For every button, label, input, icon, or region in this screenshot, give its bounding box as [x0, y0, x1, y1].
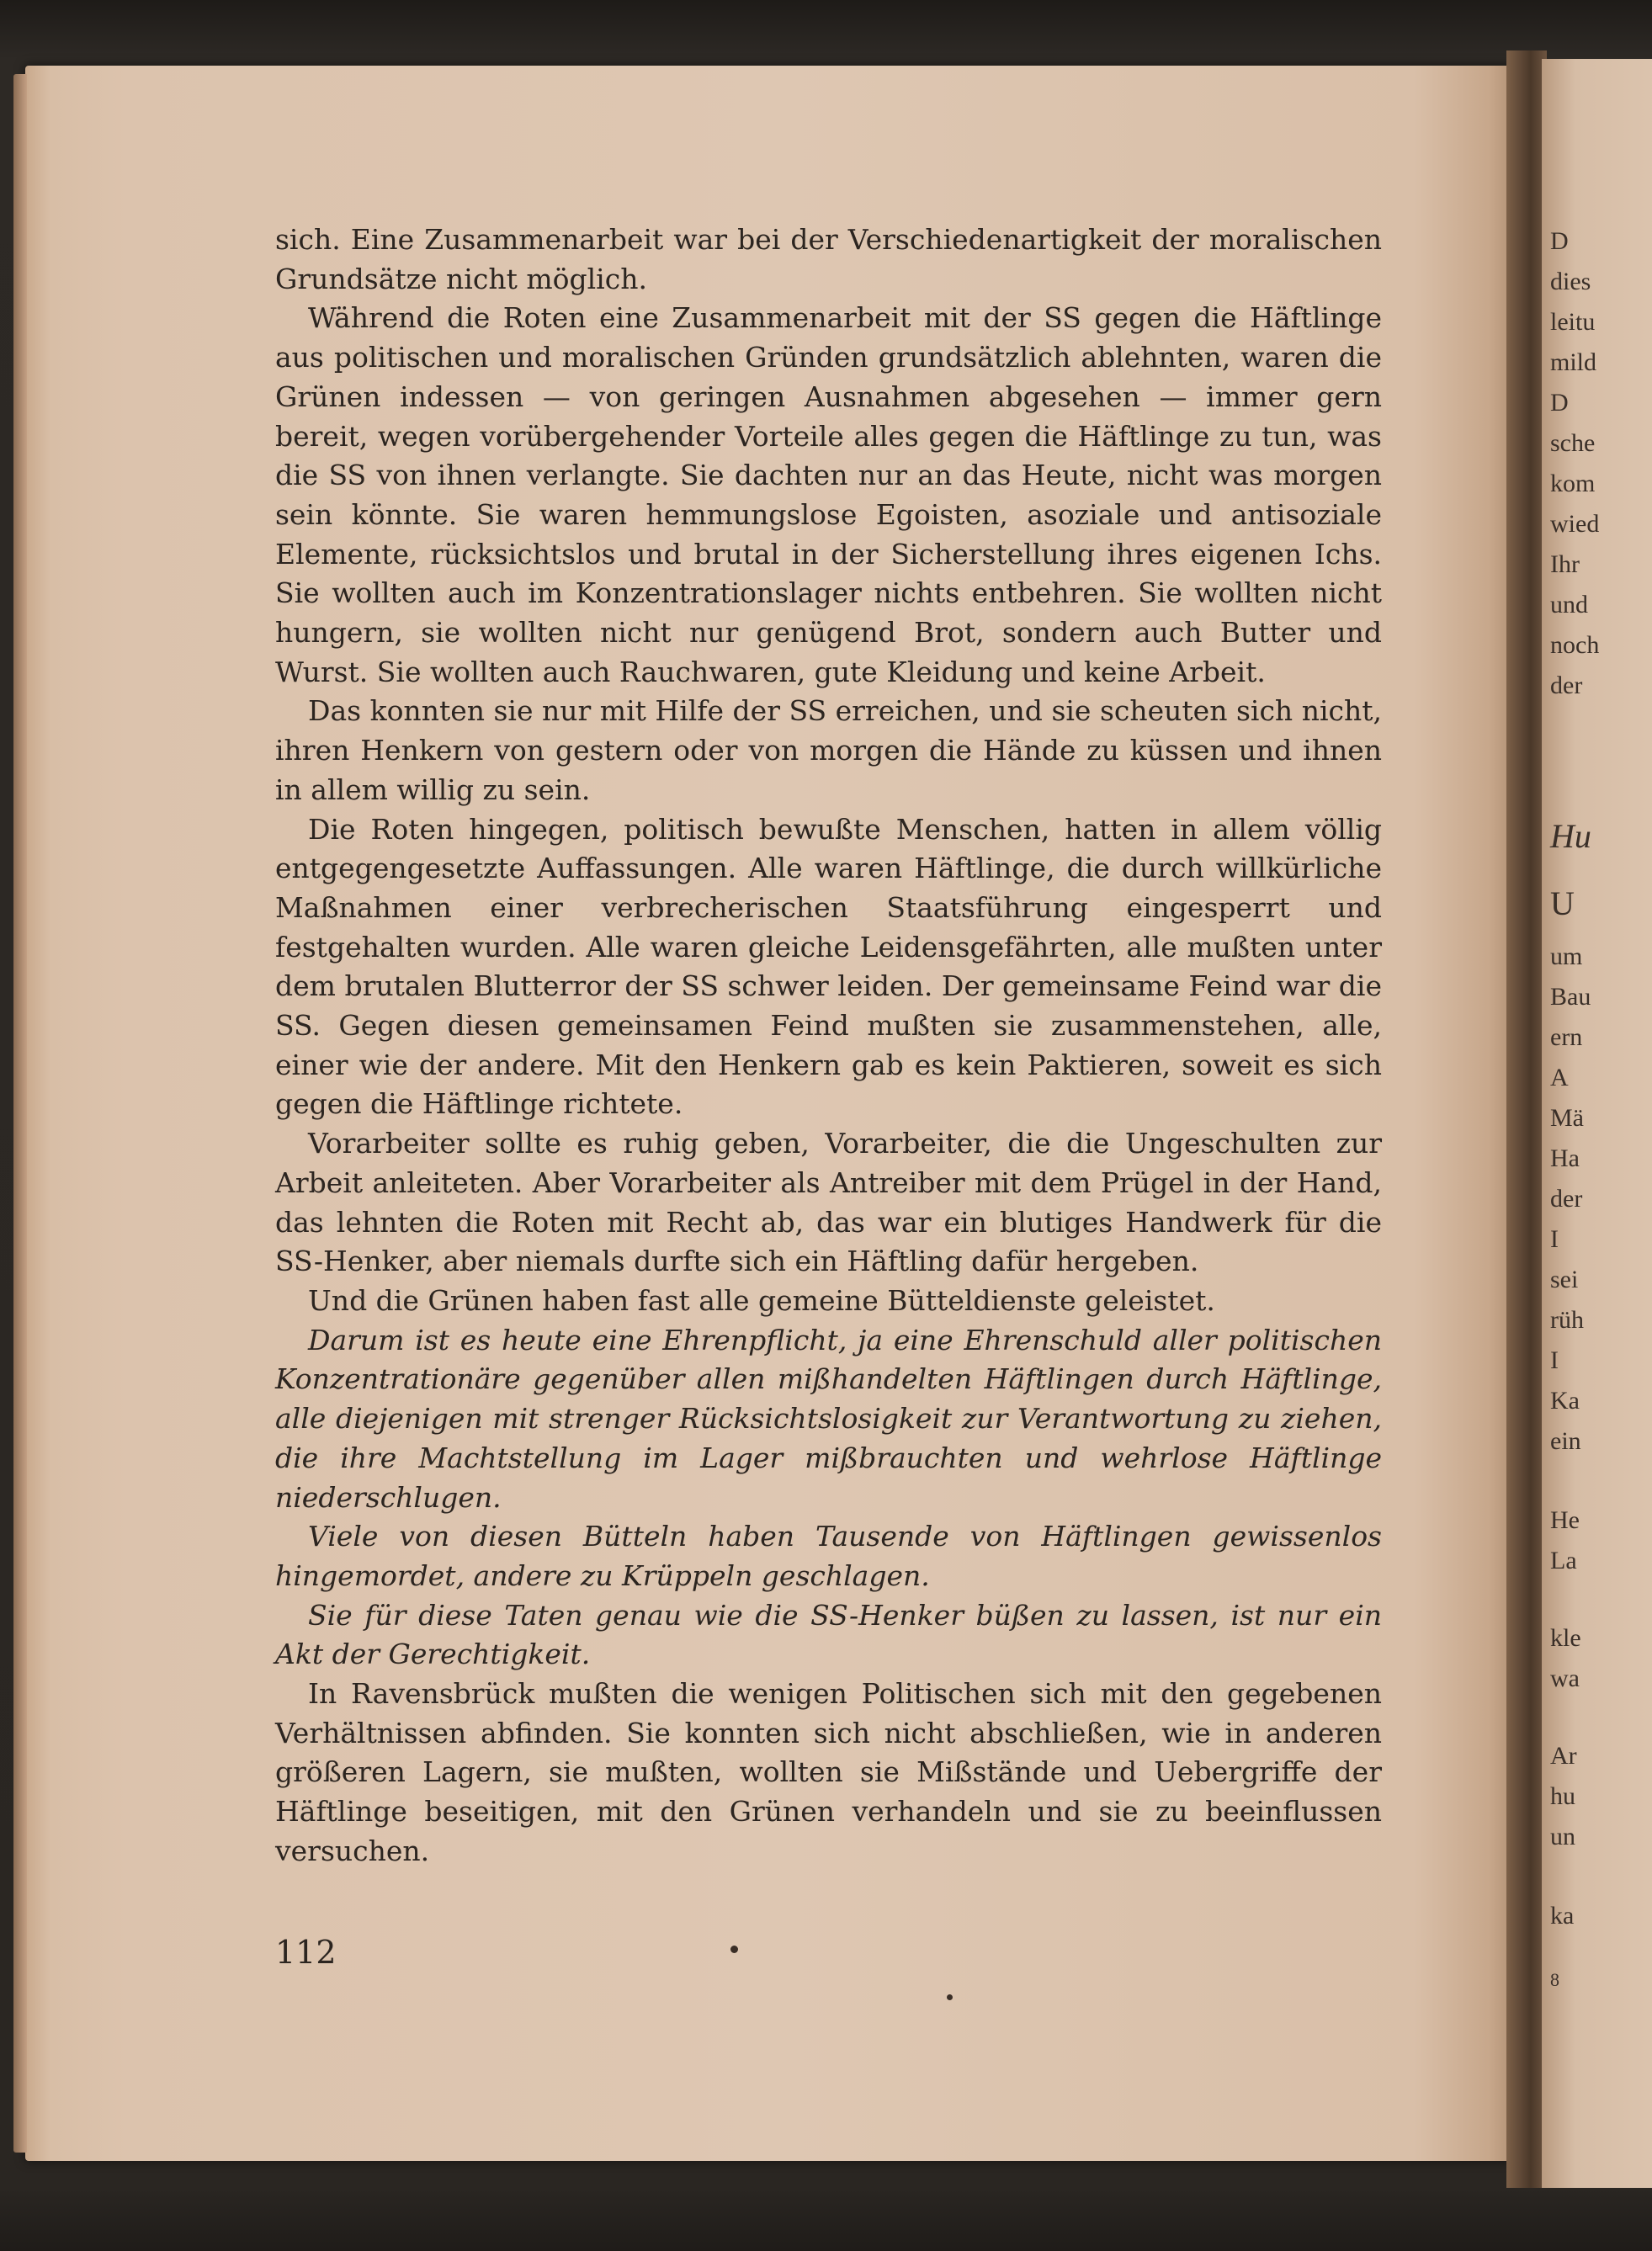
italic-paragraph: Darum ist es heute eine Ehrenpflicht, ja eine Ehrenschuld aller politischen Konzentrationäre gegenüber allen mißhandelten Häftlingen durch Häftlinge, alle diejenigen mit strenger Rücksichtslosigkeit zur Verantwortung zu ziehen, die ihre Machtstellung im Lager mißbrauchten und wehrlose Häftlinge niederschlugen.	[275, 1323, 1382, 1514]
facing-signature-mark: 8	[1550, 1969, 1559, 1990]
facing-fragment: wa	[1550, 1664, 1580, 1692]
page-edge-stack	[13, 74, 27, 2153]
ink-speck	[730, 1946, 738, 1953]
facing-page	[1542, 59, 1652, 2188]
paragraph: Und die Grünen haben fast alle gemeine Bütteldienste geleistet.	[308, 1283, 1215, 1317]
facing-fragment: ka	[1550, 1902, 1575, 1930]
facing-fragment: He	[1550, 1506, 1580, 1534]
facing-fragment: La	[1550, 1547, 1577, 1574]
page-number: 112	[275, 1934, 337, 1971]
facing-fragment: der	[1550, 1185, 1583, 1213]
italic-paragraph: Sie für diese Taten genau wie die SS-Henker büßen zu lassen, ist nur ein Akt der Gerechtigkeit.	[275, 1598, 1382, 1671]
facing-fragment: Ha	[1550, 1144, 1580, 1172]
facing-fragment: leitu	[1550, 308, 1596, 336]
facing-fragment: mild	[1550, 348, 1597, 376]
facing-fragment: I	[1550, 1346, 1559, 1374]
facing-fragment: D	[1550, 227, 1569, 255]
facing-fragment: I	[1550, 1225, 1559, 1253]
paragraph: Vorarbeiter sollte es ruhig geben, Vorarbeiter, die die Ungeschulten zur Arbeit anleiteten. Aber Vorarbeiter als Antreiber mit dem Prügel in der Hand, das lehnten die Roten mit Recht ab, das war ein blutiges Handwerk für die SS-Henker, aber niemals durfte sich ein Häftling dafür hergeben.	[275, 1127, 1382, 1278]
paragraph: Während die Roten eine Zusammenarbeit mit der SS gegen die Häftlinge aus politischen und moralischen Gründen grundsätzlich ablehnten, waren die Grünen indessen — von geringen Ausnahmen abgesehen — immer gern bereit, wegen vorübergehender Vorteile alles gegen die Häftlinge zu tun, was die SS von ihnen verlangte. Sie dachten nur an das Heute, nicht was morgen sein könnte. Sie waren hemmungslose Egoisten, asoziale und antisoziale Elemente, rücksichtslos und brutal in der Sicherstellung ihres eigenen Ichs. Sie wollten auch im Konzentrationslager nichts entbehren. Sie wollten nicht hungern, sie wollten nicht nur genügend Brot, sondern auch Butter und Wurst. Sie wollten auch Rauchwaren, gute Kleidung und keine Arbeit.	[275, 301, 1382, 688]
facing-fragment: Ar	[1550, 1742, 1577, 1770]
facing-fragment: sche	[1550, 429, 1596, 457]
facing-fragment: wied	[1550, 510, 1600, 538]
facing-fragment: U	[1550, 884, 1575, 922]
facing-fragment: Mä	[1550, 1104, 1584, 1132]
facing-fragment: Bau	[1550, 983, 1591, 1011]
facing-fragment: Ka	[1550, 1387, 1580, 1415]
facing-fragment: ein	[1550, 1427, 1581, 1455]
facing-fragment: hu	[1550, 1782, 1575, 1810]
book-gutter	[1506, 50, 1547, 2188]
paragraph: sich. Eine Zusammenarbeit war bei der Verschiedenartigkeit der moralischen Grundsätze nicht möglich.	[275, 223, 1382, 295]
facing-fragment: un	[1550, 1823, 1575, 1850]
facing-fragment: um	[1550, 942, 1583, 970]
paragraph: Die Roten hingegen, politisch bewußte Menschen, hatten in allem völlig entgegengesetzte Auffassungen. Alle waren Häftlinge, die durch willkürliche Maßnahmen einer verbrecherischen Staatsführung eingesperrt und festgehalten wurden. Alle waren gleiche Leidensgefährten, alle mußten unter dem brutalen Blutterror der SS schwer leiden. Der gemeinsame Feind war die SS. Gegen diesen gemeinsamen Feind mußten sie zusammenstehen, alle, einer wie der andere. Mit den Henkern gab es kein Paktieren, soweit es sich gegen die Häftlinge richtete.	[275, 812, 1382, 1121]
paragraph: Das konnten sie nur mit Hilfe der SS erreichen, und sie scheuten sich nicht, ihren Henkern von gestern oder von morgen die Hände zu küssen und ihnen in allem willig zu sein.	[275, 694, 1382, 806]
facing-fragment: noch	[1550, 631, 1600, 659]
facing-fragment: der	[1550, 672, 1583, 699]
facing-fragment: dies	[1550, 268, 1591, 295]
facing-fragment: kom	[1550, 470, 1596, 497]
facing-fragment: rüh	[1550, 1306, 1584, 1334]
facing-fragment: sei	[1550, 1266, 1579, 1293]
body-text	[275, 220, 1382, 1871]
facing-fragment: Ihr	[1550, 550, 1580, 578]
facing-fragment: kle	[1550, 1624, 1581, 1652]
facing-heading: Hu	[1550, 817, 1591, 855]
facing-fragment: D	[1550, 389, 1569, 417]
italic-paragraph: Viele von diesen Bütteln haben Tausende von Häftlingen gewissenlos hingemordet, andere zu Krüppeln geschlagen.	[275, 1520, 1382, 1592]
ink-speck	[947, 1994, 953, 2000]
facing-fragment: A	[1550, 1064, 1569, 1091]
paragraph: In Ravensbrück mußten die wenigen Politischen sich mit den gegebenen Verhältnissen abfinden. Sie konnten sich nicht abschließen, wie in anderen größeren Lagern, sie mußten, wollten sie Mißstände und Uebergriffe der Häftlinge beseitigen, mit den Grünen verhandeln und sie zu beeinflussen versuchen.	[275, 1677, 1382, 1867]
facing-fragment: und	[1550, 591, 1588, 618]
facing-fragment: ern	[1550, 1023, 1583, 1051]
